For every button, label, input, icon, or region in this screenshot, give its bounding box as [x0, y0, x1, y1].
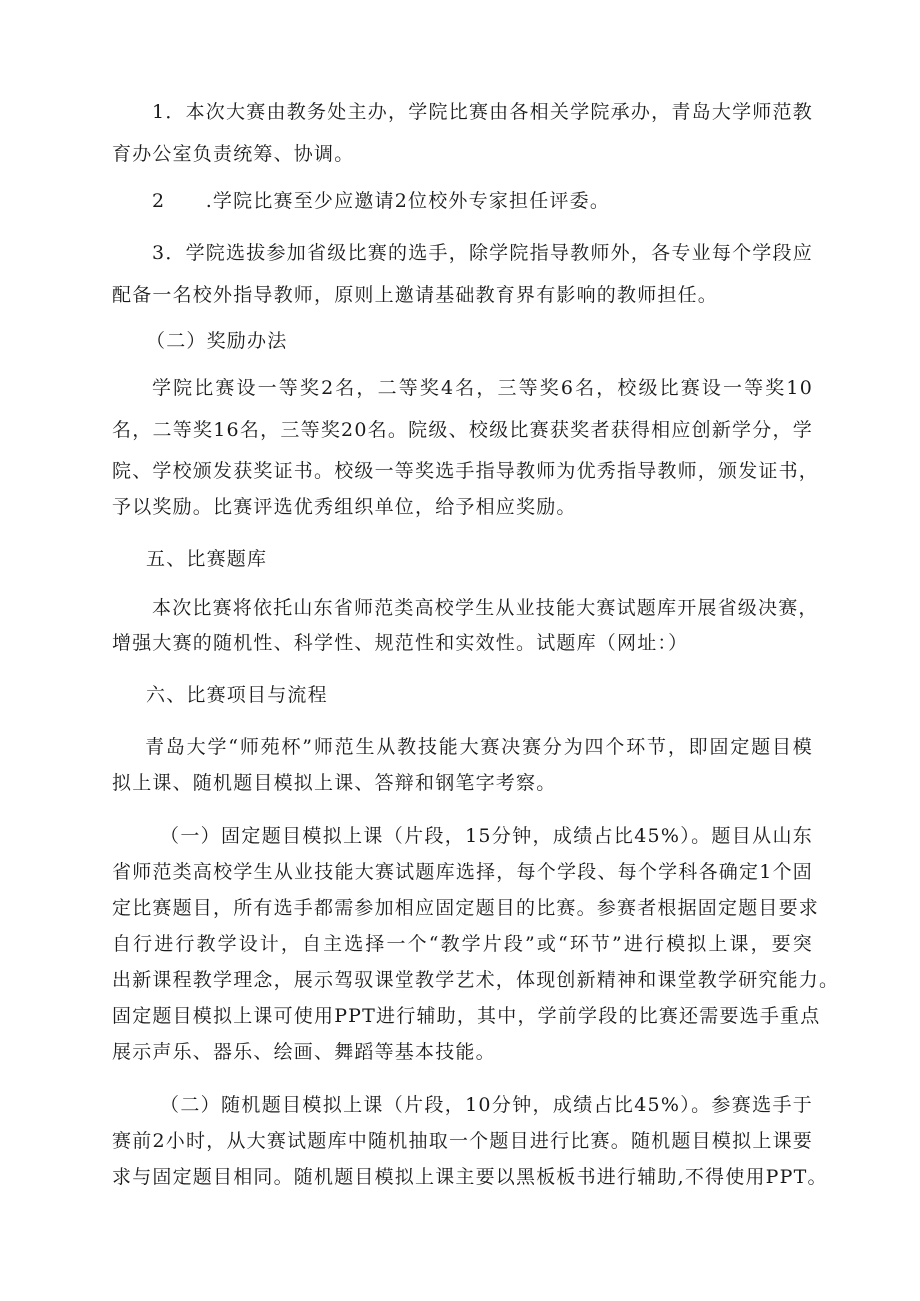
para-rewards-line-1: 学院比赛设一等奖2名，二等奖4名，三等奖6名，校级比赛设一等奖10 [152, 377, 813, 399]
para-events-line-1: 青岛大学“师苑杯”师范生从教技能大赛决赛分为四个环节，即固定题目模 [145, 736, 813, 758]
para-rewards-line-2: 名，二等奖16名，三等奖20名。院级、校级比赛获奖者获得相应创新学分，学 [112, 419, 813, 441]
para-3-line-2: 配备一名校外指导教师，原则上邀请基础教育界有影响的教师担任。 [112, 284, 719, 306]
para-random-line-2: 赛前2小时，从大赛试题库中随机抽取一个题目进行比赛。随机题目模拟上课要 [112, 1130, 813, 1152]
section-heading-events: 六、比赛项目与流程 [146, 684, 328, 706]
para-2-line-1: 2 .学院比赛至少应邀请2位校外专家担任评委。 [152, 190, 611, 212]
para-fixed-line-7: 展示声乐、器乐、绘画、舞蹈等基本技能。 [112, 1041, 496, 1063]
para-1-line-2: 育办公室负责统筹、协调。 [112, 143, 355, 165]
section-heading-question-bank: 五、比赛题库 [146, 548, 268, 570]
para-random-line-3: 求与固定题目相同。随机题目模拟上课主要以黑板板书进行辅助,不得使用PPT。 [112, 1166, 828, 1188]
para-bank-line-2: 增强大赛的随机性、科学性、规范性和实效性。试题库（网址：） [112, 632, 689, 654]
para-random-line-1: （二）随机题目模拟上课（片段，10分钟，成绩占比45%）。参赛选手于 [160, 1094, 813, 1116]
para-fixed-line-1: （一）固定题目模拟上课（片段，15分钟，成绩占比45%）。题目从山东 [160, 825, 813, 847]
para-1-line-1: 1．本次大赛由教务处主办，学院比赛由各相关学院承办，青岛大学师范教 [152, 101, 813, 123]
para-rewards-line-3: 院、学校颁发获奖证书。校级一等奖选手指导教师为优秀指导教师，颁发证书， [112, 460, 820, 482]
para-fixed-line-6: 固定题目模拟上课可使用PPT进行辅助，其中，学前学段的比赛还需要选手重点 [112, 1005, 821, 1027]
section-heading-rewards: （二）奖励办法 [146, 330, 288, 352]
para-rewards-line-4: 予以奖励。比赛评选优秀组织单位，给予相应奖励。 [112, 496, 577, 518]
para-bank-line-1: 本次比赛将依托山东省师范类高校学生从业技能大赛试题库开展省级决赛， [152, 597, 819, 619]
para-fixed-line-4: 自行进行教学设计，自主选择一个“教学片段”或“环节”进行模拟上课，要突 [112, 933, 813, 955]
para-3-line-1: 3．学院选拔参加省级比赛的选手，除学院指导教师外，各专业每个学段应 [152, 242, 813, 264]
para-fixed-line-5: 出新课程教学理念，展示驾驭课堂教学艺术，体现创新精神和课堂教学研究能力。 [112, 969, 840, 991]
para-fixed-line-2: 省师范类高校学生从业技能大赛试题库选择，每个学段、每个学科各确定1个固 [112, 861, 813, 883]
para-fixed-line-3: 定比赛题目，所有选手都需参加相应固定题目的比赛。参赛者根据固定题目要求 [112, 897, 820, 919]
para-events-line-2: 拟上课、随机题目模拟上课、答辩和钢笔字考察。 [112, 772, 557, 794]
